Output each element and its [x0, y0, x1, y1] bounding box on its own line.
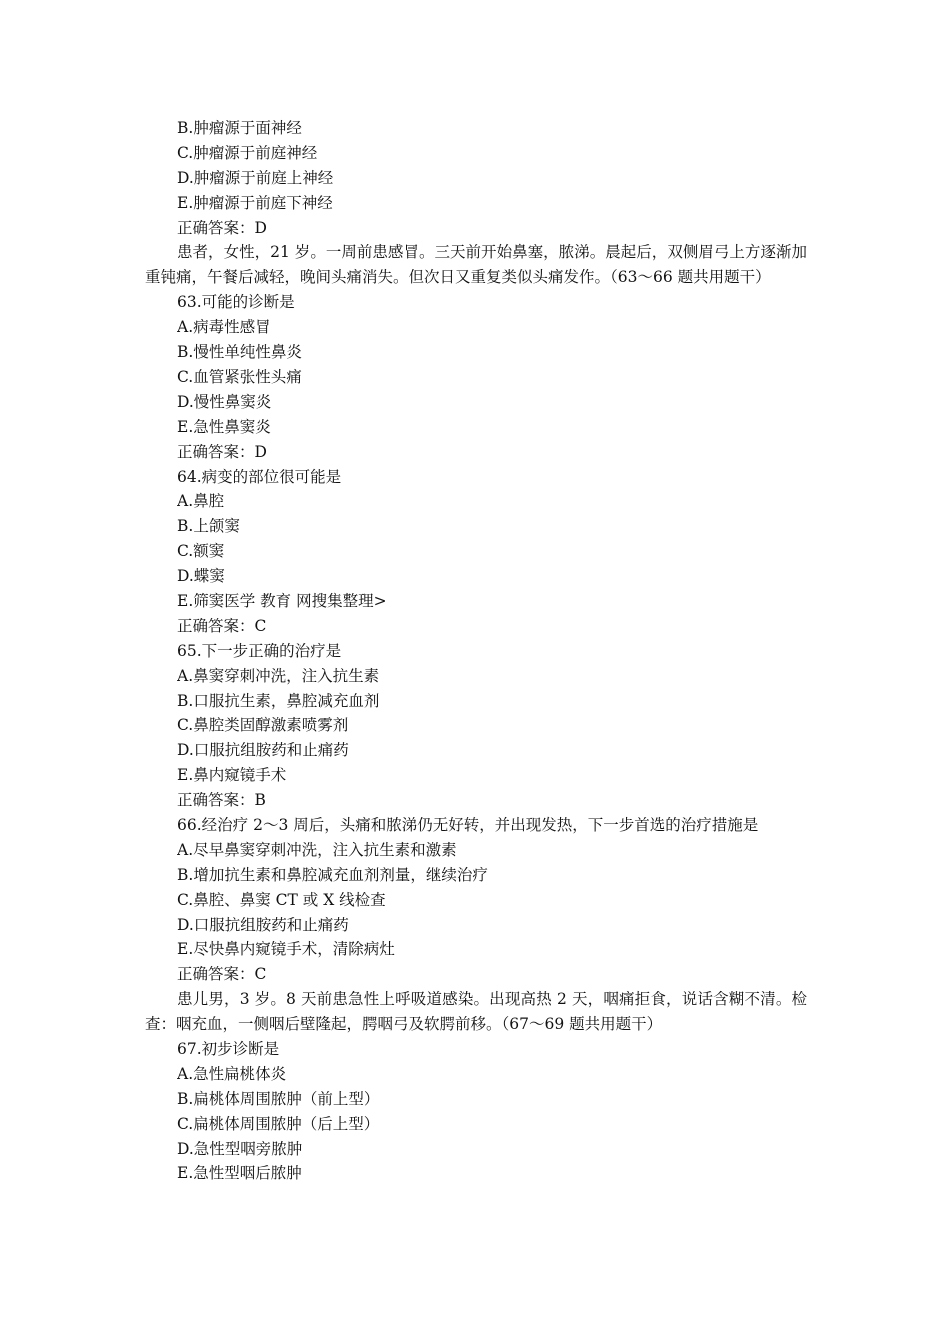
text-line: E.急性鼻窦炎	[177, 417, 271, 436]
text-line: 67.初步诊断是	[177, 1040, 280, 1059]
text-line: E.筛窦医学 教育 网搜集整理>	[177, 591, 387, 610]
text-line: D.肿瘤源于前庭上神经	[177, 168, 334, 187]
text-line: E.鼻内窥镜手术	[177, 766, 287, 785]
question-stem-paragraph: 患者，女性，21 岁。一周前患感冒。三天前开始鼻塞，脓涕。晨起后，双侧眉弓上方逐渐加重钝痛，午餐后减轻，晚间头痛消失。但次日又重复类似头痛发作。（63～66 题共用题干）	[145, 243, 807, 287]
text-line: C.血管紧张性头痛	[177, 367, 302, 386]
document-page	[0, 116, 950, 1186]
text-line: B.口服抗生素，鼻腔减充血剂	[177, 691, 380, 710]
text-line: E.急性型咽后脓肿	[177, 1164, 302, 1183]
text-line: D.蝶窦	[177, 567, 225, 586]
text-line: B.上颌窦	[177, 517, 240, 536]
text-line: A.鼻窦穿刺冲洗，注入抗生素	[177, 666, 380, 685]
text-line: A.鼻腔	[177, 492, 225, 511]
text-line: 65.下一步正确的治疗是	[177, 641, 342, 660]
text-line: 正确答案：D	[177, 442, 267, 461]
text-line: C.鼻腔、鼻窦 CT 或 X 线检查	[177, 890, 386, 909]
text-line: 63.可能的诊断是	[177, 293, 295, 312]
text-line: A.尽早鼻窦穿刺冲洗，注入抗生素和激素	[177, 840, 457, 859]
text-line: A.急性扁桃体炎	[177, 1064, 287, 1083]
text-line: B.肿瘤源于面神经	[177, 119, 302, 137]
text-line: B.扁桃体周围脓肿（前上型）	[177, 1089, 380, 1108]
text-line: 正确答案：B	[177, 791, 266, 810]
text-line: B.增加抗生素和鼻腔减充血剂剂量，继续治疗	[177, 865, 488, 884]
text-line: 正确答案：C	[177, 616, 267, 635]
text-line: B.慢性单纯性鼻炎	[177, 343, 302, 362]
text-line: D.口服抗组胺药和止痛药	[177, 915, 349, 934]
question-stem-paragraph: 患儿男，3 岁。8 天前患急性上呼吸道感染。出现高热 2 天，咽痛拒食，说话含糊不清。检查：咽充血，一侧咽后壁隆起，腭咽弓及软腭前移。（67～69 题共用题干）	[145, 990, 807, 1034]
text-line: C.额窦	[177, 542, 225, 561]
text-line: D.急性型咽旁脓肿	[177, 1139, 303, 1158]
text-line: D.慢性鼻窦炎	[177, 392, 272, 411]
text-line: D.口服抗组胺药和止痛药	[177, 741, 349, 760]
text-line: 正确答案：D	[177, 218, 267, 237]
text-line: E.尽快鼻内窥镜手术，清除病灶	[177, 940, 395, 959]
text-line: A.病毒性感冒	[177, 318, 271, 337]
text-line: C.肿瘤源于前庭神经	[177, 143, 318, 162]
text-line: 64.病变的部位很可能是	[177, 467, 342, 486]
text-line: 66.经治疗 2～3 周后，头痛和脓涕仍无好转，并出现发热，下一步首选的治疗措施是	[177, 815, 759, 834]
text-line: C.扁桃体周围脓肿（后上型）	[177, 1114, 380, 1133]
text-line: E.肿瘤源于前庭下神经	[177, 193, 333, 212]
text-line: C.鼻腔类固醇激素喷雾剂	[177, 716, 349, 735]
text-line: 正确答案：C	[177, 965, 267, 984]
